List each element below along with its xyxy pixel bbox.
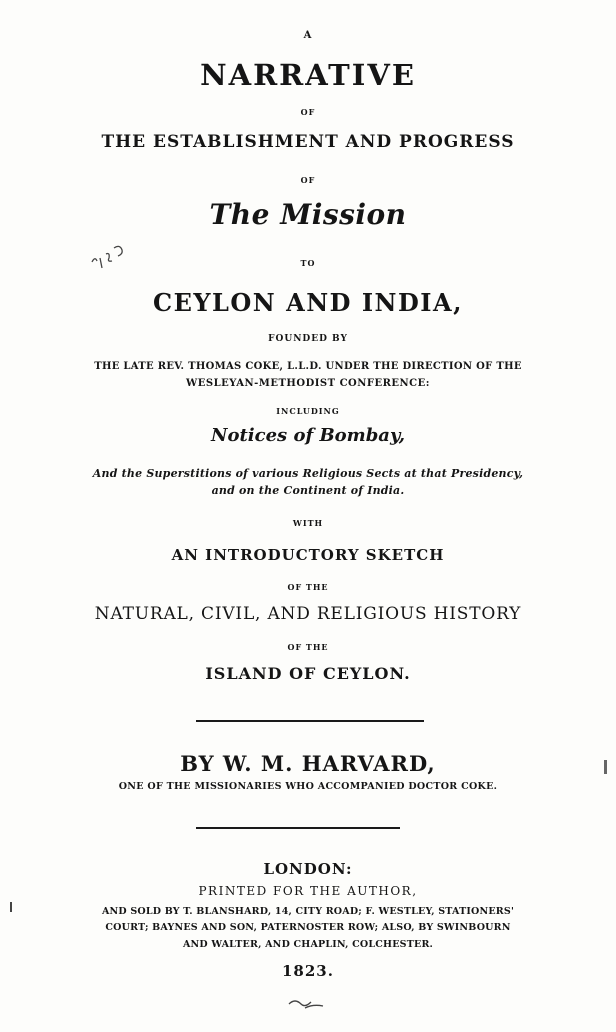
handwritten-mark-icon [88, 240, 136, 274]
island-heading: ISLAND OF CEYLON. [205, 664, 411, 683]
of-the-label-1: OF THE [287, 582, 329, 592]
sold-line-1: AND SOLD BY T. BLANSHARD, 14, CITY ROAD; F. WESTLEY, STATIONERS' [101, 906, 515, 917]
scribble-mark-icon [285, 990, 329, 1012]
title-narrative: NARRATIVE [200, 58, 416, 92]
coke-line-1: THE LATE REV. THOMAS COKE, L.L.D. UNDER THE DIRECTION OF THE [94, 361, 522, 372]
printed-line: PRINTED FOR THE AUTHOR, [198, 884, 418, 898]
history-line: NATURAL, CIVIL, AND RELIGIOUS HISTORY [94, 604, 522, 624]
of-label-2: OF [300, 175, 316, 185]
year-label: 1823. [282, 962, 334, 980]
sold-line-3: AND WALTER, AND CHAPLIN, COLCHESTER. [182, 939, 434, 950]
author-description: ONE OF THE MISSIONARIES WHO ACCOMPANIED DOCTOR COKE. [118, 781, 498, 792]
to-label: TO [300, 258, 316, 268]
london-label: LONDON: [263, 860, 353, 878]
of-the-label-2: OF THE [287, 642, 329, 652]
coke-line-2: WESLEYAN-METHODIST CONFERENCE: [186, 378, 430, 389]
with-label: WITH [292, 518, 324, 528]
superstitions-line-1: And the Superstitions of various Religious Sects at that Presidency, [92, 467, 524, 480]
sold-line-2: COURT; BAYNES AND SON, PATERNOSTER ROW; ALSO, BY SWINBOURN [105, 922, 511, 933]
including-label: INCLUDING [276, 406, 340, 416]
bombay-heading: Notices of Bombay, [211, 425, 405, 446]
founded-by-label: FOUNDED BY [268, 334, 348, 344]
ceylon-india-heading: CEYLON AND INDIA, [152, 288, 463, 317]
establishment-line: THE ESTABLISHMENT AND PROGRESS [101, 132, 515, 152]
article-a: A [303, 30, 313, 41]
mission-heading: The Mission [209, 198, 407, 231]
margin-ink-mark [604, 760, 607, 774]
edge-ink-mark [10, 902, 12, 912]
divider-rule-2 [196, 827, 400, 829]
author-line: BY W. M. HARVARD, [180, 751, 436, 776]
of-label-1: OF [300, 107, 316, 117]
sketch-heading: AN INTRODUCTORY SKETCH [171, 546, 445, 564]
divider-rule-1 [196, 720, 424, 722]
superstitions-line-2: and on the Continent of India. [211, 484, 405, 497]
